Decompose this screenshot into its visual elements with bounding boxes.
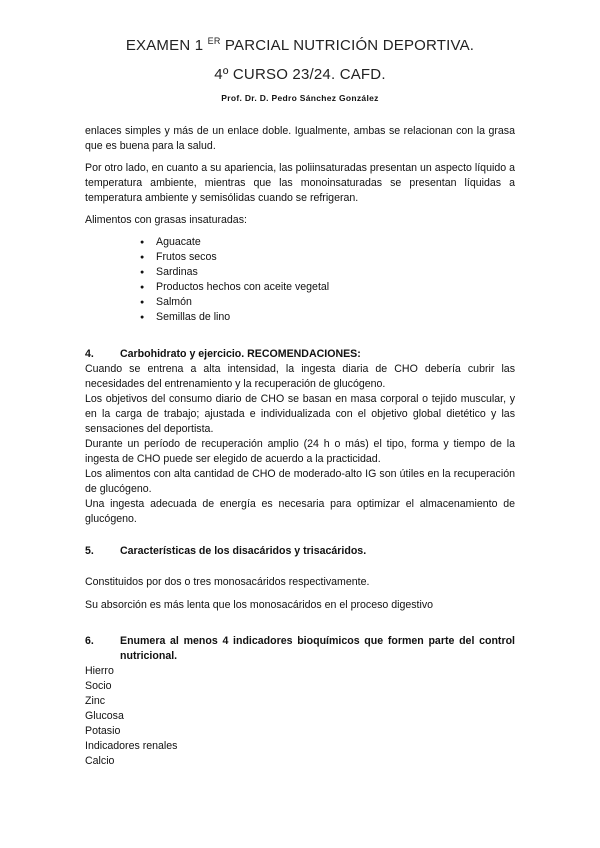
intro-block-3	[85, 213, 515, 228]
section-6-title: Enumera al menos 4 indicadores bioquímicos que formen parte del control nutricional.	[120, 635, 515, 662]
list-item: Calcio	[85, 755, 115, 767]
list-item: Glucosa	[85, 710, 124, 722]
exam-title	[0, 36, 600, 54]
intro-block-2	[85, 161, 515, 206]
section-5-paragraph-1: Constituidos por dos o tres monosacáridos respectivamente.	[85, 576, 370, 588]
section-4-paragraph: Los objetivos del consumo diario de CHO se basan en masa corporal o tejido muscular, y en la carga de trabajo; ajustada e individualizada con el objetivo global dietético y las sensaciones del deportista.	[85, 393, 515, 435]
list-item: ● Salmón	[140, 295, 329, 310]
section-4-number: 4.	[85, 348, 94, 360]
exam-title-part1: EXAMEN 1	[125, 37, 204, 54]
list-item: Potasio	[85, 725, 121, 737]
section-6-number: 6.	[85, 635, 94, 647]
section-5-title: Características de los disacáridos y trisacáridos.	[120, 545, 367, 557]
section-5-paragraph-2: Su absorción es más lenta que los monosacáridos en el proceso digestivo	[85, 599, 434, 611]
section-4-paragraph: Los alimentos con alta cantidad de CHO de moderado-alto IG son útiles en la recuperación de glucógeno.	[85, 468, 515, 495]
foods-list	[140, 235, 329, 325]
section-5-body	[85, 575, 515, 590]
professor-name: Prof. Dr. D. Pedro Sánchez González	[221, 93, 379, 103]
list-item: Hierro	[85, 665, 114, 677]
section-4-body	[85, 362, 515, 527]
exam-title-part2: PARCIAL NUTRICIÓN DEPORTIVA.	[220, 37, 475, 54]
section-4-paragraph: Durante un período de recuperación amplio (24 h o más) el tipo, forma y tiempo de la ingesta de CHO puede ser elegido de acuerdo a la practicidad.	[85, 438, 515, 465]
list-item: Indicadores renales	[85, 740, 178, 752]
list-item: Socio	[85, 680, 112, 692]
intro-block	[85, 124, 515, 154]
intro-paragraph-2: Por otro lado, en cuanto a su apariencia, las poliinsaturadas presentan un aspecto líquido a temperatura ambiente, mientras que las monoinsaturadas se presentan líquidas a temperatura ambiente y semisólidas cuando se refrigeran.	[85, 162, 515, 204]
exam-title-superscript: ER	[207, 36, 221, 46]
list-item: Zinc	[85, 695, 106, 707]
section-4-paragraph: Cuando se entrena a alta intensidad, la ingesta diaria de CHO debería cubrir las necesidades del entrenamiento y la recuperación de glucógeno.	[85, 363, 515, 390]
list-item: ● Sardinas	[140, 265, 329, 280]
list-item: ● Frutos secos	[140, 250, 329, 265]
list-item: ● Semillas de lino	[140, 310, 329, 325]
list-item: ● Productos hechos con aceite vegetal	[140, 280, 329, 295]
section-5-body-2	[85, 598, 515, 613]
intro-paragraph-1: enlaces simples y más de un enlace doble. Igualmente, ambas se relacionan con la grasa que es buena para la salud.	[85, 125, 515, 152]
foods-heading: Alimentos con grasas insaturadas:	[85, 214, 247, 226]
list-item: ● Aguacate	[140, 235, 329, 250]
section-4-title: Carbohidrato y ejercicio. RECOMENDACIONES:	[120, 348, 361, 360]
indicators-list	[85, 664, 177, 769]
section-4-paragraph: Una ingesta adecuada de energía es necesaria para optimizar el almacenamiento de glucógeno.	[85, 498, 515, 525]
section-5-number: 5.	[85, 545, 94, 557]
exam-subtitle: 4º CURSO 23/24. CAFD.	[214, 66, 386, 83]
